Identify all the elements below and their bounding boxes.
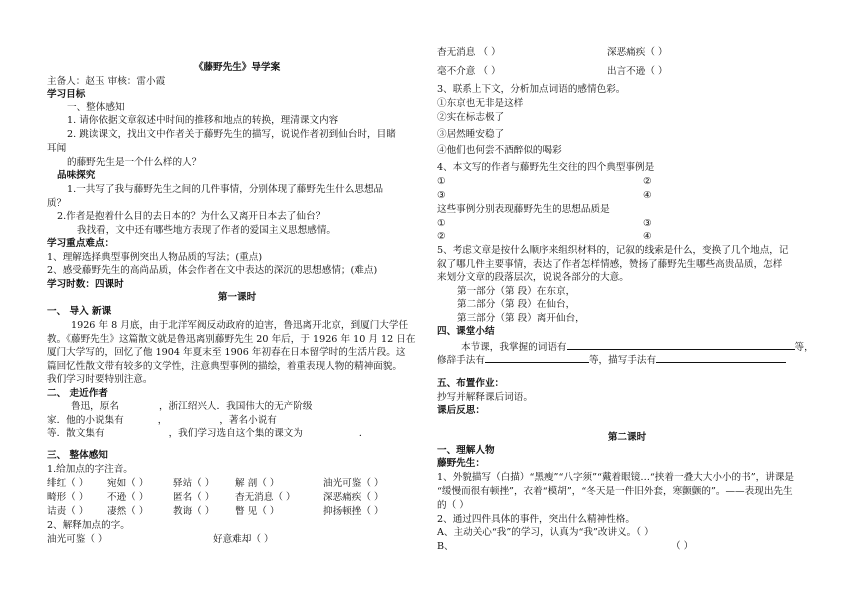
intro-line-2: 教。《藤野先生》这篇散文就是鲁迅离别藤野先生 20 年后，于 1926 年 10 月 12 日在: [47, 334, 416, 345]
author-line-2: [47, 415, 427, 427]
events-row-2: [437, 190, 817, 202]
explore-heading: 品味探究: [57, 170, 96, 181]
intro-line-1: 1926 年 8 月底，由于北洋军阀反动政府的迫害，鲁迅离开北京，到厦门大学任: [71, 320, 409, 331]
events-num-3: ③: [437, 190, 446, 201]
pinyin-cell: 抑扬顿挫（ ）: [323, 506, 384, 517]
emotion-question: 3、联系上下文，分析加点词语的感情色彩。: [437, 84, 626, 95]
pinyin-row-3: [47, 506, 427, 518]
intro-line-3: 厦门大学写的，回忆了他 1904 年夏末至 1906 年初春在日本留学时的生活片段。这: [47, 347, 406, 358]
pinyin-question: 1.给加点的字注音。: [47, 464, 133, 475]
author-line-2-c: ，著名小说有: [219, 415, 277, 426]
pinyin-cell: 教诲（ ）: [173, 506, 215, 517]
goal-item-2: 2. 跳读课文，找出文中作者关于藤野先生的描写，说说作者初到仙台时，目睹: [67, 129, 396, 140]
structure-question-2: 叙了哪几件主要事情，表达了作者怎样情感，赞扬了藤野先生哪些高贵品质，怎样: [437, 259, 783, 270]
emotion-item-1: ①东京也无非是这样: [437, 98, 524, 109]
intro-heading: 一、 导入 新课: [47, 306, 112, 317]
pinyin-cell: 解 剖（ ）: [235, 478, 280, 489]
qualities-num-4: ④: [643, 231, 652, 242]
description-blank[interactable]: [656, 353, 786, 363]
pinyin-cell: 畸形（ ）: [47, 492, 89, 503]
author-line-1-b: ，浙江绍兴人．我国伟大的无产阶级: [158, 401, 313, 412]
define-row-2: [437, 47, 817, 59]
intro-line-4: 篇回忆性散文带有较多的文学性，注意典型事例的描绘，着重表现人物的精神面貌。: [47, 361, 402, 372]
emotion-item-2: ②实在标志极了: [437, 112, 505, 123]
define-item-d: 深恶痛疾（ ）: [607, 47, 668, 58]
summary-line-1: [437, 340, 817, 354]
left-column: [47, 0, 427, 607]
event-a: A、主动关心“我”的学习，认真为“我”改讲义。（ ）: [437, 527, 654, 538]
pinyin-cell: 凄然（ ）: [107, 506, 149, 517]
goal-item-1: 1. 请你依据文章叙述中时间的推移和地点的转换，理清课文内容: [67, 115, 339, 126]
part-2: 第二部分（第 段）在仙台，: [457, 299, 576, 310]
structure-question-3: 来划分文章的段落层次，说说各部分的大意。: [437, 272, 629, 283]
homework-line: 抄写并解释课后词语。: [437, 392, 533, 403]
pinyin-cell: 不逊（ ）: [107, 492, 149, 503]
author-line-2-a: 家．他的小说集有: [47, 415, 124, 426]
define-item-b: 好意难却（ ）: [213, 534, 274, 545]
qualities-num-2: ②: [437, 231, 446, 242]
class-hours: 学习时数：四课时: [47, 279, 124, 290]
event-b-blank: （ ）: [671, 541, 694, 552]
qualities-num-1: ①: [437, 218, 446, 229]
author-line-3-b: ，我们学习选自这个集的课文为: [168, 428, 303, 439]
pinyin-row-1: [47, 478, 427, 490]
author-heading: 二、 走近作者: [47, 388, 108, 399]
doc-title: 《藤野先生》导学案: [193, 62, 281, 73]
qualities-num-3: ③: [643, 218, 652, 229]
pinyin-cell: 油光可鉴（ ）: [323, 478, 384, 489]
lesson-2-title: 第二课时: [607, 432, 647, 443]
overview-heading: 三、 整体感知: [47, 450, 108, 461]
author-line-1: [47, 401, 427, 413]
pinyin-cell: 匿名（ ）: [173, 492, 215, 503]
pinyin-cell: 宛如（ ）: [107, 478, 149, 489]
author-line-2-b: ，: [157, 415, 168, 426]
overall-perception-sub: 一、整体感知: [67, 102, 125, 113]
key-point-1: 1、理解选择典型事例突出人物品质的写法；(重点): [47, 252, 263, 263]
qualities-row-1: [437, 218, 817, 230]
right-column: [437, 0, 817, 607]
define-item-f: 出言不逊（ ）: [607, 66, 668, 77]
appearance-line-2: “缓慢而很有顿挫”，衣着“模胡”，“冬天是一件旧外套，寒颤颤的”。——表现出先生: [437, 486, 793, 497]
key-points-heading: 学习重点难点：: [47, 238, 115, 249]
summary-words-blank[interactable]: [567, 340, 795, 350]
explore-item-2-cont: 我找看，文中还有哪些地方表现了作者的爱国主义思想感情。: [77, 225, 337, 236]
qualities-question: 这些事例分别表现藤野先生的思想品质是: [437, 204, 610, 215]
pinyin-cell: 诘责（ ）: [47, 506, 89, 517]
learning-goals-heading: 学习目标: [47, 89, 86, 100]
intro-line-5: 我们学习时要特别注意。: [47, 374, 153, 385]
rhetoric-blank[interactable]: [485, 353, 589, 363]
goal-item-2-cont: 耳闻: [47, 143, 67, 154]
appearance-line-3: 的（ ）: [437, 500, 469, 511]
goal-item-2-end: 的藤野先生是一个什么样的人？: [67, 157, 202, 168]
pinyin-row-2: [47, 492, 427, 504]
summary-heading: 四、课堂小结: [437, 326, 495, 337]
event-b: [437, 541, 817, 553]
lesson-1-title: 第一课时: [217, 292, 257, 303]
summary-words-end: 等，: [794, 342, 814, 353]
define-item-a: 油光可鉴（ ）: [47, 534, 108, 545]
authors-line: 主备人：赵玉 审核：雷小霞: [47, 76, 166, 87]
define-row-3: [437, 66, 817, 78]
events-num-2: ②: [643, 176, 652, 187]
author-line-3: [47, 428, 427, 440]
summary-words-label: 本节课，我掌握的词语有: [461, 342, 567, 353]
explore-item-1: 1.一共写了我与藤野先生之间的几件事情，分别体现了藤野先生什么思想品: [67, 184, 384, 195]
structure-question-1: 5、考虑文章是按什么顺序来组织材料的，记叙的线索是什么，变换了几个地点，记: [437, 245, 789, 256]
part-3: 第三部分（第 段）离开仙台，: [457, 313, 585, 324]
appearance-line-1: 1、外貌描写（白描）“黑瘦”“八字须”“戴着眼镜…“挟着一叠大大小小的书”，讲课是: [437, 472, 795, 483]
pinyin-cell: 深恶痛疾（ ）: [323, 492, 384, 503]
define-item-c: 杳无消息 （ ）: [437, 47, 501, 58]
emotion-item-3: ③居然睡安稳了: [437, 129, 505, 140]
event-b-label: B、: [437, 541, 454, 552]
author-line-1-a: 鲁迅，原名: [71, 401, 119, 412]
summary-line-2: [437, 353, 817, 367]
events-spirit-question: 2、通过四件具体的事件，突出什么精神性格。: [437, 514, 635, 525]
author-line-3-a: 等．散文集有: [47, 428, 105, 439]
rhetoric-label: 修辞手法有: [437, 355, 485, 366]
define-item-e: 毫不介意 （ ）: [437, 66, 501, 77]
pinyin-cell: 驿站（ ）: [173, 478, 215, 489]
emotion-item-4: ④他们也何尝不酒醉似的喝彩: [437, 145, 562, 156]
define-row: [47, 534, 427, 546]
teacher-name: 藤野先生：: [437, 458, 485, 469]
events-num-1: ①: [437, 176, 446, 187]
events-num-4: ④: [643, 190, 652, 201]
key-point-2: 2、感受藤野先生的高尚品质，体会作者在文中表达的深沉的思想感情；(难点): [47, 265, 378, 276]
pinyin-cell: 绯红（ ）: [47, 478, 89, 489]
author-line-3-c: ．: [358, 428, 369, 439]
define-question: 2、解释加点的字。: [47, 520, 130, 531]
part-1: 第一部分（第 段）在东京，: [457, 286, 576, 297]
explore-item-1-cont: 质？: [47, 198, 67, 209]
pinyin-cell: 杳无消息（ ）: [235, 492, 296, 503]
homework-heading: 五、布置作业：: [437, 378, 505, 389]
events-question: 4、本文写的作者与藤野先生交往的四个典型事例是: [437, 162, 655, 173]
explore-item-2: 2.作者是抱着什么目的去日本的？为什么又离开日本去了仙台？: [57, 211, 326, 222]
pinyin-cell: 瞥 见（ ）: [235, 506, 280, 517]
reflection-heading: 课后反思：: [437, 405, 485, 416]
description-label: 等，描写手法有: [588, 355, 657, 366]
qualities-row-2: [437, 231, 817, 243]
events-row-1: [437, 176, 817, 188]
understand-heading: 一、理解人物: [437, 445, 495, 456]
